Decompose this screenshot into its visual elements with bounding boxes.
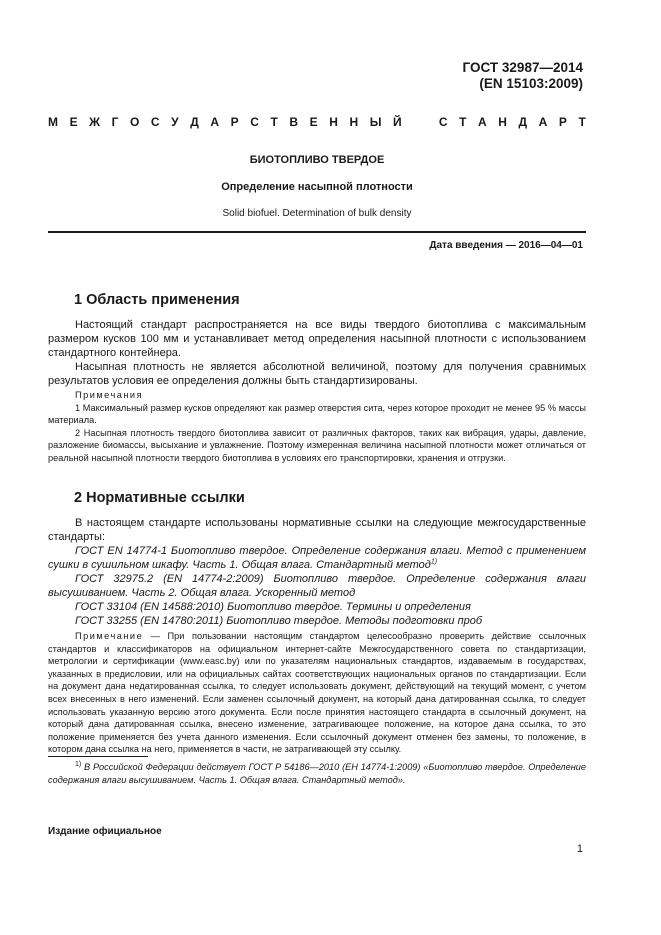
footnote-text: В Российской Федерации действует ГОСТ Р 54186—2010 (ЕН 14774-1:2009) «Биотопливо твердое. Определение содержания влаги высушиванием. Часть 1. Общая влага. Стандартный метод».	[48, 762, 586, 785]
title-english: Solid biofuel. Determination of bulk density	[222, 208, 412, 219]
section2-note	[48, 630, 586, 756]
title-divider	[48, 231, 586, 233]
reference-3: ГОСТ 33104 (EN 14588:2010) Биотопливо твердое. Термины и определения	[75, 601, 471, 613]
interstate-standard-banner: М Е Ж Г О С У Д А Р С Т В Е Н Н Ы Й С Т А Н Д А Р Т	[48, 115, 586, 129]
section2-note-text: — При пользовании настоящим стандартом целесообразно проверить действие ссылочных стандартов и классификаторов на официальном интернет-сайте Межгосударственного совета по стандартизации, метрологии и сертификации (www.easc.by) или по указателям национальных стандартов, издаваемым в государствах, указанных в предисловии, или на официальных сайтах соответствующих национальных органов по стандартизации. Если на документ дана недатированная ссылка, то следует использовать документ, действующий на текущий момент, с учетом всех внесенных в него изменений. Если заменен ссылочный документ, на который дана датированная ссылка, то следует использовать указанную версию этого документа. Если после принятия настоящего стандарта в ссылочный документ, на который дана датированная ссылка, внесено изменение, затрагивающее положение, на которое дана ссылка, то это положение применяется без учета данного изменения. Если ссылочный документ отменен без замены, то положение, в котором дана ссылка на него, применяется в части, не затрагивающей эту ссылку.	[48, 631, 586, 755]
section1-paragraph-1: Настоящий стандарт распространяется на все виды твердого биотоплива с максимальным размером кусков 100 мм и устанавливает метод определения насыпной плотности с использованием стандартного контейнера.	[48, 319, 586, 359]
section1-paragraph-2: Насыпная плотность не является абсолютной величиной, поэтому для получения сравнимых результатов условия ее определения должны быть стандартизированы.	[48, 361, 586, 387]
section2-note-label: Примечание	[75, 631, 144, 641]
reference-2: ГОСТ 32975.2 (EN 14774-2:2009) Биотопливо твердое. Определение содержания влаги высушиванием. Часть 2. Общая влага. Ускоренный метод	[48, 573, 586, 599]
notes-label: Примечания	[75, 390, 144, 400]
section1-notes	[48, 389, 586, 465]
reference-1: ГОСТ EN 14774-1 Биотопливо твердое. Определение содержания влаги. Метод с применением сушки в сушильном шкафу. Часть 1. Общая влага. Стандартный метод$^{1)}$	[48, 545, 586, 571]
section2-heading: 2 Нормативные ссылки	[74, 490, 245, 506]
section2-body	[48, 516, 586, 628]
standard-number: ГОСТ 32987—2014	[462, 60, 583, 75]
title-main: БИОТОПЛИВО ТВЕРДОЕ	[249, 154, 385, 166]
note-1: 1 Максимальный размер кусков определяют как размер отверстия сита, через которое проходит не менее 95 % массы материала.	[48, 402, 586, 426]
official-edition-label: Издание официальное	[48, 826, 162, 837]
title-sub: Определение насыпной плотности	[221, 181, 413, 193]
note-2: 2 Насыпная плотность твердого биотоплива зависит от различных факторов, таких как вибрация, удары, давление, разложение биомассы, высыхание и увлажнение. Поэтому измеренная величина насыпной плотности может отличаться от реальной насыпной плотности твердого биотоплива в условиях его транспортировки, хранения и отгрузки.	[48, 427, 586, 463]
section1-body	[48, 318, 586, 388]
standard-en-reference: (EN 15103:2009)	[479, 76, 583, 91]
footnote-number: 1)	[75, 760, 82, 768]
page-number: 1	[576, 843, 583, 855]
reference-4: ГОСТ 33255 (EN 14780:2011) Биотопливо твердое. Методы подготовки проб	[75, 615, 483, 627]
introduction-date: Дата введения — 2016—04—01	[429, 240, 583, 251]
section1-heading: 1 Область применения	[74, 292, 240, 308]
footnote	[48, 761, 586, 786]
footnote-marker: 1)	[430, 558, 438, 566]
section2-paragraph-1: В настоящем стандарте использованы нормативные ссылки на следующие межгосударственные стандарты:	[48, 517, 586, 543]
footnote-divider	[48, 756, 148, 757]
